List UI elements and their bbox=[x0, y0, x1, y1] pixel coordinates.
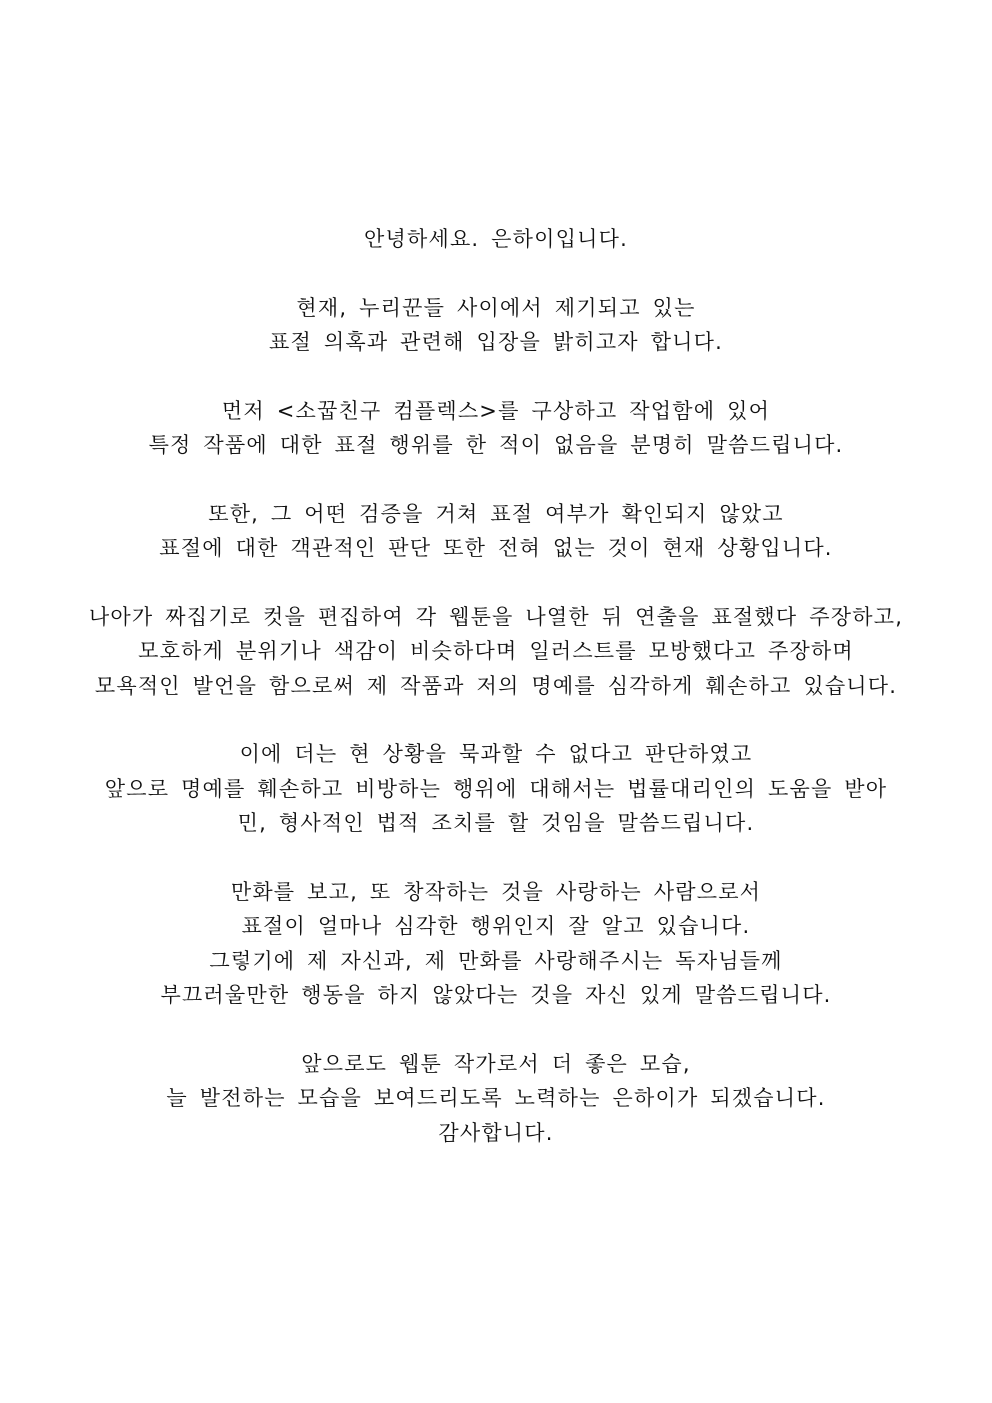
text-line: 안녕하세요. 은하이입니다. bbox=[364, 227, 628, 251]
paragraph-greeting bbox=[0, 222, 992, 257]
paragraph-closing bbox=[0, 1047, 992, 1151]
text-line: 그렇기에 제 자신과, 제 만화를 사랑해주시는 독자님들께 bbox=[209, 948, 783, 973]
text-line: 모호하게 분위기나 색감이 비슷하다며 일러스트를 모방했다고 주장하며 bbox=[138, 639, 854, 663]
text-line: 이에 더는 현 상황을 묵과할 수 없다고 판단하였고 bbox=[239, 742, 753, 766]
statement-document bbox=[0, 222, 992, 1184]
text-line: 만화를 보고, 또 창작하는 것을 사랑하는 사람으로서 bbox=[230, 879, 762, 904]
paragraph-verification bbox=[0, 497, 992, 566]
text-line: 특정 작품에 대한 표절 행위를 한 적이 없음을 분명히 말씀드립니다. bbox=[148, 433, 844, 457]
text-line: 앞으로 명예를 훼손하고 비방하는 행위에 대해서는 법률대리인의 도움을 받아 bbox=[104, 776, 888, 801]
text-line: 표절이 얼마나 심각한 행위인지 잘 알고 있습니다. bbox=[241, 914, 751, 938]
text-line: 감사합니다. bbox=[438, 1120, 554, 1145]
paragraph-affirmation bbox=[0, 875, 992, 1013]
paragraph-intro bbox=[0, 291, 992, 360]
text-line: 부끄러울만한 행동을 하지 않았다는 것을 자신 있게 말씀드립니다. bbox=[160, 983, 832, 1007]
text-line: 현재, 누리꾼들 사이에서 제기되고 있는 bbox=[296, 295, 696, 320]
text-line: 표절 의혹과 관련해 입장을 밝히고자 합니다. bbox=[269, 330, 723, 354]
text-line: 표절에 대한 객관적인 판단 또한 전혀 없는 것이 현재 상황입니다. bbox=[159, 536, 833, 560]
paragraph-allegations bbox=[0, 600, 992, 704]
text-line: 또한, 그 어떤 검증을 거쳐 표절 여부가 확인되지 않았고 bbox=[208, 501, 784, 526]
paragraph-denial bbox=[0, 394, 992, 463]
text-line: 민, 형사적인 법적 조치를 할 것임을 말씀드립니다. bbox=[237, 811, 755, 835]
text-line: 먼저 <소꿉친구 컴플렉스>를 구상하고 작업함에 있어 bbox=[221, 398, 771, 423]
text-line: 나아가 짜집기로 컷을 편집하여 각 웹툰을 나열한 뒤 연출을 표절했다 주장하고, bbox=[88, 604, 904, 629]
text-line: 모욕적인 발언을 함으로써 제 작품과 저의 명예를 심각하게 훼손하고 있습니다. bbox=[94, 673, 898, 698]
paragraph-legal-action bbox=[0, 737, 992, 841]
text-line: 늘 발전하는 모습을 보여드리도록 노력하는 은하이가 되겠습니다. bbox=[166, 1086, 826, 1110]
text-line: 앞으로도 웹툰 작가로서 더 좋은 모습, bbox=[301, 1051, 691, 1076]
